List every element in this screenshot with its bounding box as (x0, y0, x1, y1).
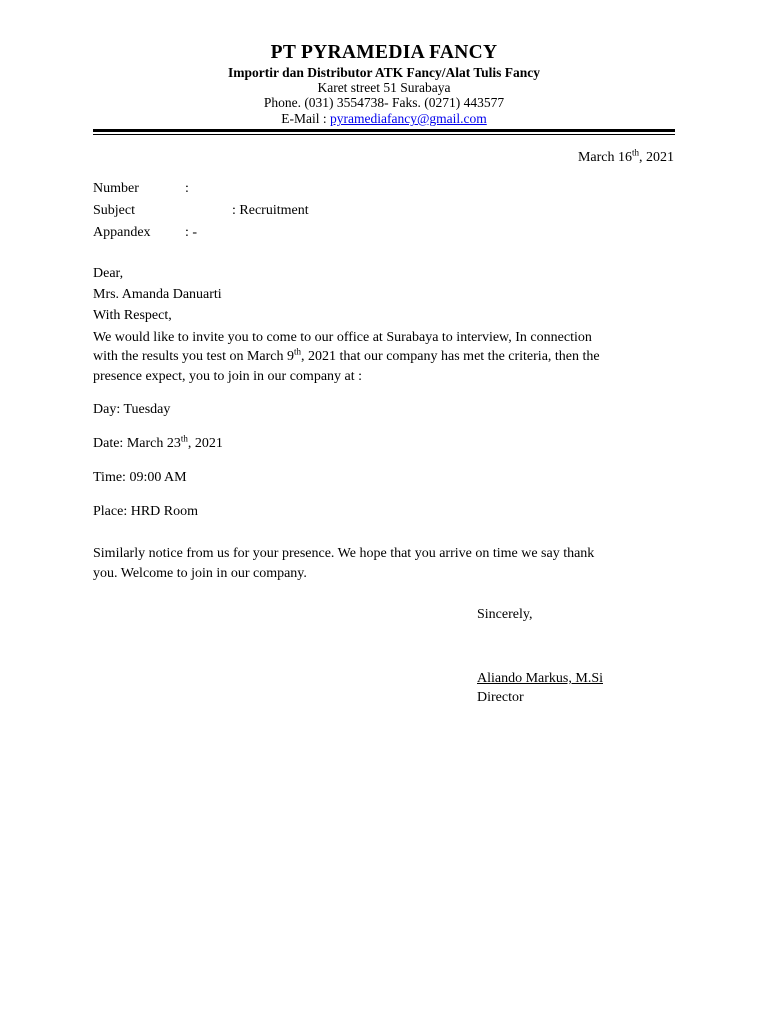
schedule-date-b: , 2021 (187, 436, 223, 451)
recipient-name: Mrs. Amanda Danuarti (93, 287, 222, 302)
body-line-1: We would like to invite you to come to our office at Surabaya to interview, In connection (93, 330, 592, 345)
greeting-dear: Dear, (93, 266, 124, 281)
signature-sincerely: Sincerely, (477, 607, 533, 622)
body-line-3: presence expect, you to join in our company at : (93, 369, 363, 384)
closing-line-2: you. Welcome to join in our company. (93, 566, 307, 581)
company-address: Karet street 51 Surabaya (317, 80, 451, 95)
signature-title: Director (477, 690, 524, 705)
greeting-respect: With Respect, (93, 308, 172, 323)
schedule-time: Time: 09:00 AM (93, 470, 187, 485)
company-phone-fax: Phone. (031) 3554738- Faks. (0271) 443577 (263, 95, 505, 110)
appendix-value: : - (185, 225, 198, 240)
company-email-line (0, 111, 768, 127)
subject-label: Subject (93, 203, 135, 218)
appendix-label: Appandex (93, 225, 151, 240)
email-link[interactable]: pyramediafancy@gmail.com (330, 111, 487, 126)
letter-date (577, 147, 674, 166)
letter-date-prefix: March 16 (577, 150, 632, 165)
signature-name: Aliando Markus, M.Si (477, 671, 603, 686)
schedule-date-sup: th (180, 433, 188, 444)
closing-line-1: Similarly notice from us for your presence. We hope that you arrive on time we say thank (93, 546, 595, 561)
body-line-2-a: with the results you test on March 9 (93, 349, 295, 364)
email-label: E-Mail : (281, 111, 330, 126)
schedule-date-a: Date: March 23 (93, 436, 181, 451)
body-line-2-sup: th (294, 346, 302, 357)
subject-value: : Recruitment (232, 203, 309, 218)
letterhead-rule-thin (93, 134, 675, 135)
letter-date-sup: th (631, 147, 639, 158)
schedule-date (93, 433, 223, 452)
body-line-2 (93, 346, 600, 365)
letter-date-suffix: , 2021 (639, 150, 674, 165)
company-name: PT PYRAMEDIA FANCY (270, 42, 498, 63)
company-tagline: Importir dan Distributor ATK Fancy/Alat Tulis Fancy (227, 65, 541, 80)
schedule-place: Place: HRD Room (93, 504, 198, 519)
letterhead-rule-thick (93, 129, 675, 132)
schedule-day: Day: Tuesday (93, 402, 171, 417)
number-label: Number (93, 181, 139, 196)
number-value: : (185, 181, 189, 196)
body-line-2-b: , 2021 that our company has met the criteria, then the (301, 349, 600, 364)
